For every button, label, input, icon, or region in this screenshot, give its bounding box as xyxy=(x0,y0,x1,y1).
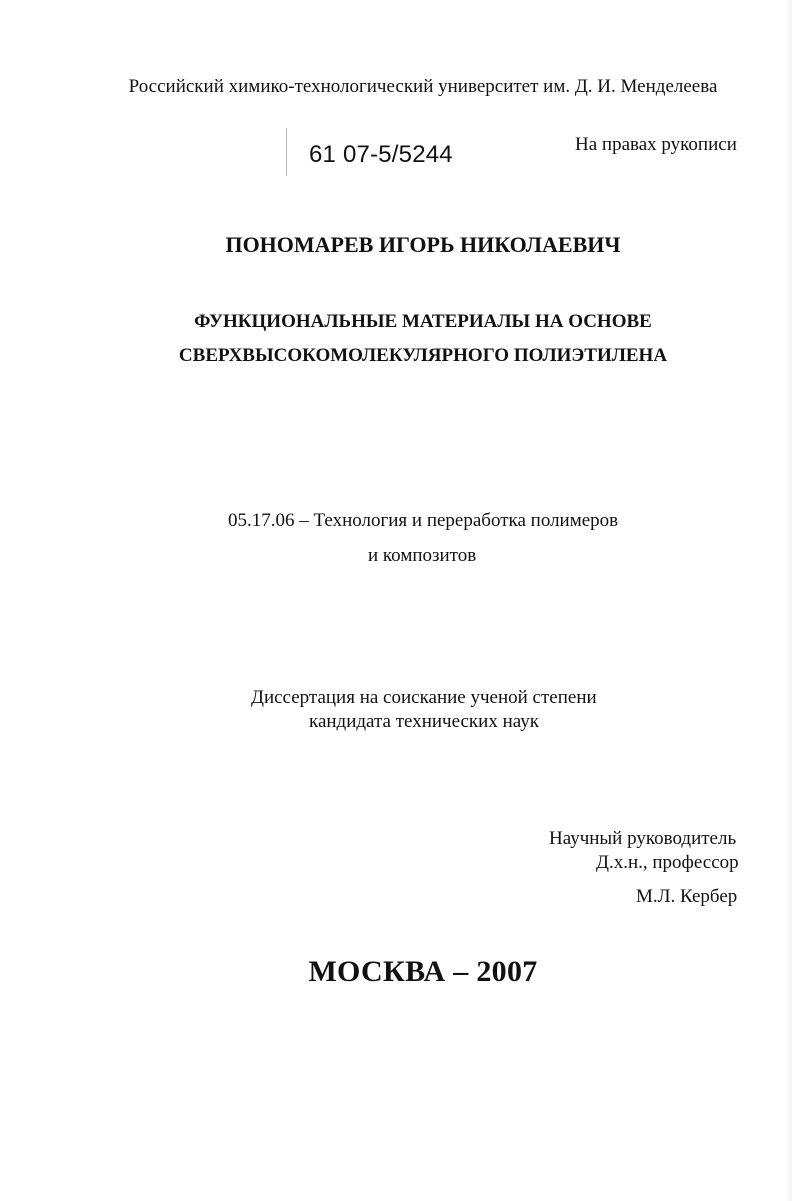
registration-stamp: 61 07-5/5244 xyxy=(309,141,453,168)
supervisor-title: Д.х.н., профессор xyxy=(596,852,739,873)
specialty-line: 05.17.06 – Технология и переработка полимеров xyxy=(228,510,619,531)
supervisor-role: Научный руководитель xyxy=(549,828,737,849)
university-name: Российский химико-технологический университет им. Д. И. Менделеева xyxy=(128,76,718,97)
specialty-line: и композитов xyxy=(368,545,477,566)
rights-note: На правах рукописи xyxy=(575,134,737,155)
degree-line: кандидата технических наук xyxy=(309,711,539,732)
degree-line: Диссертация на соискание ученой степени xyxy=(251,687,597,708)
scan-edge-shadow xyxy=(784,0,792,1201)
thesis-title-line: ФУНКЦИОНАЛЬНЫЕ МАТЕРИАЛЫ НА ОСНОВЕ xyxy=(194,311,652,332)
stamp-margin-line xyxy=(286,128,287,176)
thesis-title-line: СВЕРХВЫСОКОМОЛЕКУЛЯРНОГО ПОЛИЭТИЛЕНА xyxy=(178,345,668,366)
author-name: ПОНОМАРЕВ ИГОРЬ НИКОЛАЕВИЧ xyxy=(225,232,621,257)
city-year: МОСКВА – 2007 xyxy=(308,955,538,988)
supervisor-name: М.Л. Кербер xyxy=(636,886,738,907)
